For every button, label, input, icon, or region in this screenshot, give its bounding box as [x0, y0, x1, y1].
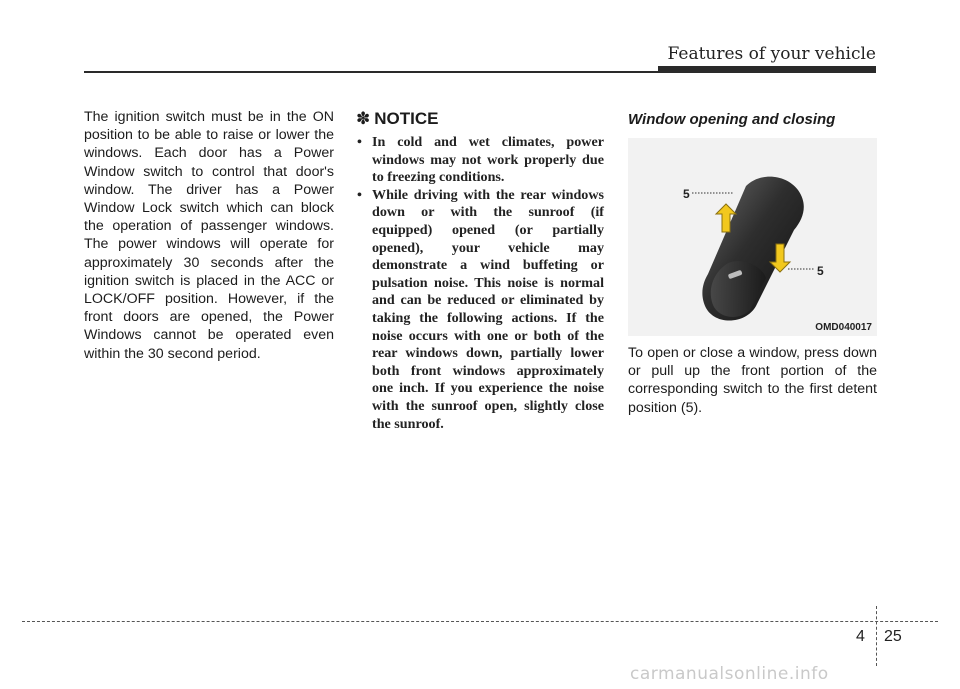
callout-5-top: 5	[683, 187, 690, 201]
window-paragraph: To open or close a window, press down or pull up the front portion of the corresponding switch to the first detent position (5).	[628, 345, 877, 416]
chapter-number: 4	[856, 628, 865, 645]
figure-code: OMD040017	[815, 322, 872, 333]
page-number: 25	[884, 628, 902, 645]
window-switch-figure	[628, 138, 877, 336]
header-rule-accent	[658, 66, 876, 72]
footer-divider	[876, 606, 877, 666]
notice-item-text: While driving with the rear windows down or with the sunroof (if equipped) opened (or partially opened), your vehicle may demonstrate a wind buffeting or pulsation noise. This noise is normal and can be reduced or eliminated by taking the following actions. If the noise occurs with one or both of the rear windows down, partially lower both front windows approximately one inch. If you experience the noise with the sunroof open, slightly close the sunroof.	[372, 186, 604, 432]
footer-rule	[22, 621, 938, 622]
callout-5-bottom: 5	[817, 264, 824, 278]
column-ignition-info	[84, 108, 334, 363]
page-header-title: Features of your vehicle	[667, 44, 876, 64]
list-item	[356, 187, 604, 433]
notice-list	[356, 134, 604, 433]
notice-item-text: In cold and wet climates, power windows may not work properly due to freezing conditions.	[372, 134, 604, 186]
bullet-icon: •	[357, 134, 362, 150]
bullet-icon: •	[357, 186, 362, 203]
notice-symbol-icon: ✽	[356, 109, 371, 129]
column-window-section	[628, 108, 877, 417]
watermark: carmanualsonline.info	[630, 664, 829, 684]
list-item	[356, 134, 604, 187]
notice-box	[356, 108, 604, 433]
ignition-paragraph: The ignition switch must be in the ON position to be able to raise or lower the windows. Each door has a Power Window switch to control that door's window. The driver has a Power Window Lock switch which can block the operation of passenger windows. The power windows will operate for approximately 30 seconds after the ignition switch is placed in the ACC or LOCK/OFF position. However, if the front doors are opened, the Power Windows cannot be operated even within the 30 second period.	[84, 109, 334, 362]
power-window-switch-illustration-icon	[628, 138, 877, 336]
notice-heading-label: NOTICE	[374, 109, 439, 128]
notice-heading	[356, 109, 604, 129]
section-heading: Window opening and closing	[628, 111, 836, 128]
